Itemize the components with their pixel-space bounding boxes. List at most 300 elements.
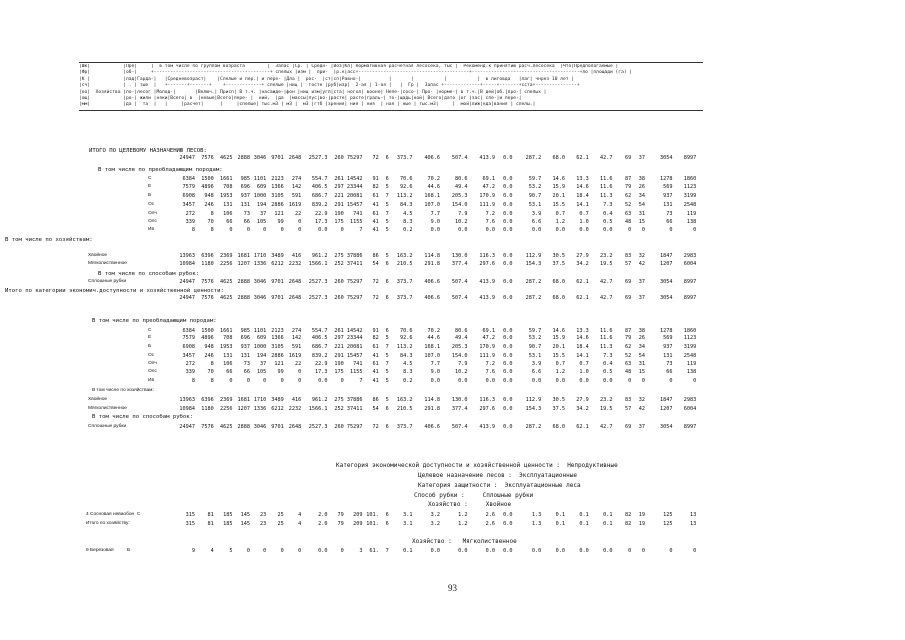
row-label: 9 Березовая Б — [86, 548, 131, 553]
table-cell: 0.0 — [531, 227, 542, 233]
table-cell: 272 — [185, 361, 195, 367]
table-cell: 839.2 — [311, 202, 328, 208]
table-cell: 0 — [669, 227, 673, 233]
table-cell: 8.3 — [403, 369, 413, 375]
table-cell: 80.6 — [455, 176, 468, 182]
table-cell: 37 — [638, 155, 645, 161]
table-cell: 1.2 — [555, 219, 565, 225]
table-cell: 7576 — [201, 279, 214, 285]
table-cell: 1180 — [201, 261, 214, 267]
table-cell: 66 — [226, 219, 233, 225]
table-cell: 48 — [625, 369, 632, 375]
table-cell: 2.0 — [318, 512, 328, 518]
table-cell: 1.2 — [458, 521, 468, 527]
table-cell: 1710 — [253, 397, 267, 403]
table-cell: 15457 — [346, 353, 363, 359]
table-cell: 3105 — [271, 344, 284, 350]
table-cell: 11.3 — [600, 344, 613, 350]
table-cell: 3054 — [660, 279, 673, 285]
table-cell: 6 — [385, 424, 389, 430]
table-cell: 111.9 — [479, 353, 495, 359]
table-cell: 17.3 — [315, 219, 328, 225]
table-cell: 3.2 — [430, 521, 440, 527]
table-cell: 131 — [223, 202, 233, 208]
table-cell: 131 — [223, 353, 233, 359]
table-cell: 210.5 — [396, 406, 413, 412]
table-cell: 14.6 — [576, 335, 589, 341]
table-cell: 741 — [353, 361, 363, 367]
table-cell: 0.0 — [579, 227, 589, 233]
table-cell: 985 — [240, 176, 250, 182]
table-cell: 19.5 — [600, 406, 613, 412]
table-cell: 82 — [625, 512, 632, 518]
table-cell: 42.7 — [600, 424, 613, 430]
table-cell: 9701 — [271, 424, 284, 430]
table-cell: 3199 — [683, 344, 697, 350]
table-cell: 0.0 — [503, 279, 513, 285]
row-label: Олс — [148, 369, 157, 374]
table-cell: 1336 — [253, 406, 267, 412]
table-cell: 37 — [638, 279, 645, 285]
table-cell: 569 — [663, 335, 673, 341]
table-cell: 38 — [638, 328, 645, 334]
table-cell: 0.4 — [603, 211, 613, 217]
table-cell: 0.1 — [603, 521, 613, 527]
table-cell: 0 — [229, 227, 233, 233]
table-cell: 0.0 — [318, 548, 328, 554]
row-label: Сплошные рубки — [88, 279, 127, 284]
table-cell: 48 — [625, 219, 632, 225]
table-cell: 84.3 — [400, 202, 413, 208]
table-cell: 113.2 — [396, 344, 413, 350]
row-label: В том числе по преобладающим породам: — [92, 318, 217, 324]
table-cell: 4625 — [220, 155, 233, 161]
table-cell: 0 — [246, 227, 250, 233]
table-cell: 73 — [666, 211, 673, 217]
table-cell: 25 — [277, 521, 284, 527]
table-cell: 53.1 — [528, 353, 542, 359]
table-cell: 7.2 — [485, 361, 495, 367]
table-cell: 101. — [366, 512, 379, 518]
table-cell: 0.1 — [579, 512, 589, 518]
table-cell: 42 — [638, 261, 645, 267]
table-cell: 5 — [385, 335, 389, 341]
table-cell: 0.0 — [603, 378, 613, 384]
table-cell: 8997 — [683, 155, 697, 161]
table-cell: 2123 — [271, 328, 284, 334]
table-cell: 7 — [385, 193, 389, 199]
table-cell: 2.0 — [318, 521, 328, 527]
table-cell: 246 — [204, 353, 214, 359]
table-cell: 14.6 — [576, 184, 589, 190]
table-cell: 1619 — [288, 202, 302, 208]
table-cell: 82 — [625, 521, 632, 527]
table-cell: 7.3 — [603, 202, 613, 208]
table-cell: 297.6 — [479, 261, 495, 267]
table-cell: 80.6 — [455, 328, 468, 334]
table-cell: 4 — [298, 512, 302, 518]
row-label: Хвойное — [88, 397, 108, 402]
table-cell: 260 — [334, 295, 344, 301]
table-cell: 41 — [372, 227, 379, 233]
table-cell: 49.4 — [455, 184, 468, 190]
table-cell: 6 — [385, 155, 389, 161]
table-cell: 275 — [334, 253, 344, 259]
table-cell: 49.4 — [455, 335, 468, 341]
table-cell: 0 — [280, 227, 284, 233]
table-cell: 37 — [638, 424, 645, 430]
table-cell: 3457 — [182, 353, 195, 359]
table-cell: 0 — [693, 227, 697, 233]
table-cell: 8 — [210, 378, 214, 384]
table-cell: 0.0 — [485, 378, 495, 384]
table-cell: 0.0 — [430, 227, 440, 233]
table-cell: 52 — [625, 202, 632, 208]
table-cell: 53.1 — [528, 202, 542, 208]
row-label: ИТОГО ПО ЦЕЛЕВОМУ НАЗНАЧЕНИЮ ЛЕСОВ: — [89, 148, 207, 154]
table-cell: 26 — [638, 184, 645, 190]
row-label: С — [148, 328, 152, 333]
table-cell: 190 — [334, 361, 344, 367]
table-cell: 1619 — [288, 353, 302, 359]
table-cell: 0 — [693, 548, 697, 554]
table-cell: 0.7 — [579, 211, 589, 217]
table-cell: 6 — [385, 261, 389, 267]
table-header-line: |оо| Хозяйства |по-|лесог |Молод-| |Включ.| Присп| В т.ч. |насажде-|фон |ниц изм|угл|ста| ногол| вооне| Непе-|сосо-| Про- |норме-| в т.ч.|В дей|об.|про-| спелых | — [79, 89, 547, 95]
table-cell: 15.5 — [552, 353, 565, 359]
table-cell: 210.5 — [396, 261, 413, 267]
table-cell: 81 — [207, 512, 214, 518]
table-header-line: |Фр| |об-| +------------------------------------------+ спелых |изм | при- |р.к|асс+----------------------------------------+---------------------------------------+ло |площади (га) | — [79, 70, 633, 76]
table-cell: 0.0 — [603, 548, 613, 554]
table-cell: 47.2 — [482, 184, 495, 190]
table-cell: 7.3 — [603, 353, 613, 359]
table-cell: 260 — [334, 424, 344, 430]
table-cell: 23.2 — [600, 253, 613, 259]
table-cell: 27.9 — [576, 253, 589, 259]
table-cell: 291 — [334, 202, 344, 208]
table-cell: 3.1 — [403, 512, 413, 518]
table-cell: 6212 — [271, 261, 284, 267]
table-cell: 6384 — [182, 176, 195, 182]
table-cell: 7 — [385, 361, 389, 367]
table-cell: 2888 — [237, 295, 250, 301]
table-cell: 87 — [625, 176, 632, 182]
table-header — [79, 64, 703, 109]
table-cell: 0.0 — [503, 193, 513, 199]
table-cell: 2369 — [220, 397, 233, 403]
table-cell: 14.6 — [552, 176, 565, 182]
table-cell: 6384 — [182, 328, 195, 334]
table-cell: 75297 — [346, 424, 363, 430]
table-cell: 373.7 — [396, 279, 413, 285]
row-label: Ос — [148, 202, 155, 207]
table-cell: 105 — [256, 369, 267, 375]
table-cell: 0 — [298, 378, 302, 384]
table-cell: 7.6 — [485, 219, 495, 225]
table-cell: 41 — [372, 378, 379, 384]
table-cell: 106 — [223, 361, 233, 367]
table-cell: 66 — [666, 219, 673, 225]
table-cell: 87 — [625, 328, 632, 334]
table-cell: 406.5 — [311, 184, 328, 190]
table-cell: 7.7 — [430, 211, 440, 217]
table-cell: 0 — [298, 369, 302, 375]
table-cell: 34 — [638, 193, 645, 199]
table-cell: 54 — [372, 406, 379, 412]
table-cell: 1123 — [683, 184, 697, 190]
table-cell: 0.0 — [503, 424, 513, 430]
table-cell: 8997 — [683, 424, 697, 430]
table-cell: 62.1 — [576, 155, 589, 161]
table-cell: 10984 — [179, 261, 195, 267]
table-cell: 4625 — [220, 424, 233, 430]
table-cell: 1207 — [660, 406, 673, 412]
table-cell: 92.6 — [400, 184, 413, 190]
table-cell: 61 — [372, 344, 379, 350]
row-label: Сплошные рубки — [88, 424, 127, 429]
table-cell: 0.0 — [458, 378, 468, 384]
table-cell: 9701 — [271, 279, 284, 285]
table-cell: 53.2 — [528, 335, 542, 341]
table-cell: 91 — [372, 176, 379, 182]
table-cell: 111.9 — [479, 202, 495, 208]
table-cell: 252 — [334, 406, 344, 412]
table-cell: 0.0 — [503, 378, 513, 384]
table-cell: 190 — [334, 211, 344, 217]
table-cell: 554.7 — [311, 328, 328, 334]
table-cell: 7576 — [201, 155, 214, 161]
table-cell: 4625 — [220, 279, 233, 285]
table-cell: 175 — [334, 369, 344, 375]
row-label: Итого по категории экономич.доступности и хозяйственной ценности: — [5, 288, 224, 294]
table-cell: 70.6 — [400, 328, 413, 334]
table-cell: 13.3 — [576, 328, 589, 334]
table-cell: 66 — [243, 369, 250, 375]
table-cell: 13963 — [179, 253, 195, 259]
table-cell: 25 — [277, 512, 284, 518]
table-cell: 0.0 — [503, 184, 513, 190]
table-cell: 339 — [185, 369, 195, 375]
table-cell: 54 — [638, 353, 645, 359]
table-cell: 11.3 — [600, 193, 613, 199]
table-cell: 42.7 — [600, 279, 613, 285]
table-cell: 0.0 — [503, 548, 513, 554]
table-cell: 91 — [372, 328, 379, 334]
table-cell: 2123 — [271, 176, 284, 182]
table-cell: 121 — [274, 361, 284, 367]
table-cell: 11.6 — [600, 184, 613, 190]
row-label: Олч — [148, 211, 157, 216]
table-cell: 373.7 — [396, 424, 413, 430]
table-cell: 163.2 — [396, 253, 413, 259]
table-cell: 138 — [686, 369, 697, 375]
table-cell: 3457 — [182, 202, 195, 208]
table-cell: 246 — [204, 202, 214, 208]
table-cell: 6908 — [182, 344, 195, 350]
table-cell: 2648 — [288, 279, 302, 285]
table-cell: 41 — [372, 353, 379, 359]
table-cell: 32 — [638, 253, 645, 259]
table-cell: 83 — [625, 253, 632, 259]
table-cell: 0.0 — [555, 548, 565, 554]
table-cell: 34.2 — [576, 261, 589, 267]
table-cell: 20.1 — [552, 344, 565, 350]
table-cell: 416 — [291, 253, 302, 259]
table-cell: 70 — [207, 369, 214, 375]
table-cell: 15.5 — [552, 202, 565, 208]
table-cell: 5 — [385, 378, 389, 384]
table-cell: 554.7 — [311, 176, 328, 182]
table-cell: 14.1 — [576, 353, 589, 359]
table-cell: 0.0 — [531, 548, 542, 554]
table-rule-top — [79, 62, 703, 63]
table-cell: 1366 — [271, 184, 284, 190]
row-label: Итого по хозяйству: — [86, 521, 130, 526]
table-cell: 609 — [256, 184, 267, 190]
table-cell: 291.8 — [424, 406, 440, 412]
table-cell: 0.0 — [503, 176, 513, 182]
table-cell: 15457 — [346, 202, 363, 208]
table-cell: 194 — [256, 202, 267, 208]
table-cell: 6212 — [271, 406, 284, 412]
table-cell: 37 — [638, 295, 645, 301]
table-cell: 696 — [240, 184, 250, 190]
table-cell: 61 — [372, 193, 379, 199]
table-cell: 507.4 — [451, 424, 468, 430]
table-cell: 3489 — [271, 253, 284, 259]
table-cell: 406.5 — [311, 335, 328, 341]
table-cell: 38 — [638, 176, 645, 182]
table-cell: 101. — [366, 521, 379, 527]
row-label: Мягколиственное — [88, 261, 127, 266]
table-cell: 27.9 — [576, 397, 589, 403]
table-cell: 11.6 — [600, 335, 613, 341]
section-farm-softwood-line: Хозяйство : Мягколиственное — [412, 538, 517, 545]
table-cell: 69 — [625, 155, 632, 161]
table-cell: 0 — [628, 227, 632, 233]
table-cell: 69 — [625, 424, 632, 430]
table-cell: 708 — [223, 335, 233, 341]
table-cell: 8 — [191, 378, 195, 384]
table-cell: 20081 — [346, 193, 363, 199]
table-cell: 4896 — [201, 335, 214, 341]
table-cell: 2369 — [220, 253, 233, 259]
table-cell: 7 — [359, 227, 363, 233]
table-cell: 4 — [298, 521, 302, 527]
table-cell: 0.2 — [403, 378, 413, 384]
row-label: Мягколиственное — [88, 406, 127, 411]
table-cell: 73 — [243, 361, 250, 367]
table-cell: 142 — [291, 335, 302, 341]
row-label: Олч — [148, 361, 157, 366]
table-cell: 23.2 — [600, 397, 613, 403]
table-cell: 10.2 — [455, 219, 468, 225]
table-cell: 3105 — [271, 193, 284, 199]
table-cell: 154.0 — [451, 202, 468, 208]
page-number: 93 — [448, 583, 457, 593]
table-cell: 185 — [223, 512, 233, 518]
table-cell: 6.6 — [531, 219, 542, 225]
table-cell: 0.0 — [503, 369, 513, 375]
table-cell: 23 — [260, 521, 267, 527]
table-cell: 205.3 — [451, 193, 468, 199]
table-cell: 0.0 — [603, 227, 613, 233]
table-cell: 0 — [280, 548, 284, 554]
table-cell: 0.0 — [555, 378, 565, 384]
table-cell: 413.9 — [479, 155, 495, 161]
table-cell: 0.1 — [555, 512, 565, 518]
table-cell: 209 — [353, 512, 363, 518]
table-cell: 66 — [243, 219, 250, 225]
table-cell: 287.2 — [525, 279, 542, 285]
table-cell: 4625 — [220, 295, 233, 301]
table-cell: 221 — [334, 193, 344, 199]
table-cell: 82 — [372, 184, 379, 190]
table-cell: 2527.3 — [308, 424, 328, 430]
table-cell: 7 — [359, 378, 363, 384]
table-cell: 2548 — [683, 353, 697, 359]
table-cell: 937 — [663, 344, 673, 350]
table-cell: 339 — [185, 219, 195, 225]
table-cell: 696 — [240, 335, 250, 341]
table-cell: 0 — [628, 548, 632, 554]
table-cell: 0.1 — [403, 548, 413, 554]
table-cell: 1366 — [271, 335, 284, 341]
table-cell: 937 — [240, 193, 250, 199]
table-cell: 6 — [385, 328, 389, 334]
table-cell: 708 — [223, 184, 233, 190]
table-cell: 937 — [240, 344, 250, 350]
table-cell: 0.0 — [503, 397, 513, 403]
table-cell: 170.9 — [479, 193, 495, 199]
table-cell: 0 — [263, 548, 267, 554]
table-cell: 252 — [334, 261, 344, 267]
row-label: В том числе по хозяйствам: — [92, 388, 154, 393]
table-cell: 0.0 — [485, 227, 495, 233]
table-cell: 1953 — [220, 193, 233, 199]
table-cell: 406.6 — [424, 424, 440, 430]
table-cell: 0 — [693, 378, 697, 384]
table-cell: 24947 — [179, 295, 195, 301]
table-cell: 0 — [280, 378, 284, 384]
table-cell: 985 — [240, 328, 250, 334]
table-cell: 114.8 — [424, 253, 440, 259]
table-cell: 297 — [334, 184, 344, 190]
table-cell: 2886 — [271, 202, 284, 208]
table-cell: 0.0 — [318, 378, 328, 384]
table-cell: 114.8 — [424, 397, 440, 403]
table-cell: 7.2 — [485, 211, 495, 217]
table-cell: 7576 — [201, 295, 214, 301]
table-cell: 6.6 — [531, 369, 542, 375]
table-cell: 23 — [260, 512, 267, 518]
table-cell: 3.1 — [403, 521, 413, 527]
table-cell: 2527.3 — [308, 279, 328, 285]
table-cell: 44.6 — [427, 184, 440, 190]
table-cell: 116.3 — [479, 253, 495, 259]
table-cell: 274 — [291, 328, 302, 334]
table-cell: 5 — [385, 219, 389, 225]
table-cell: 131 — [663, 353, 673, 359]
table-cell: 3054 — [660, 155, 673, 161]
table-cell: 7 — [385, 211, 389, 217]
table-cell: 73 — [243, 211, 250, 217]
table-cell: 7.9 — [458, 361, 468, 367]
table-cell: 57 — [625, 261, 632, 267]
table-cell: 119 — [686, 211, 697, 217]
table-cell: 41 — [372, 219, 379, 225]
